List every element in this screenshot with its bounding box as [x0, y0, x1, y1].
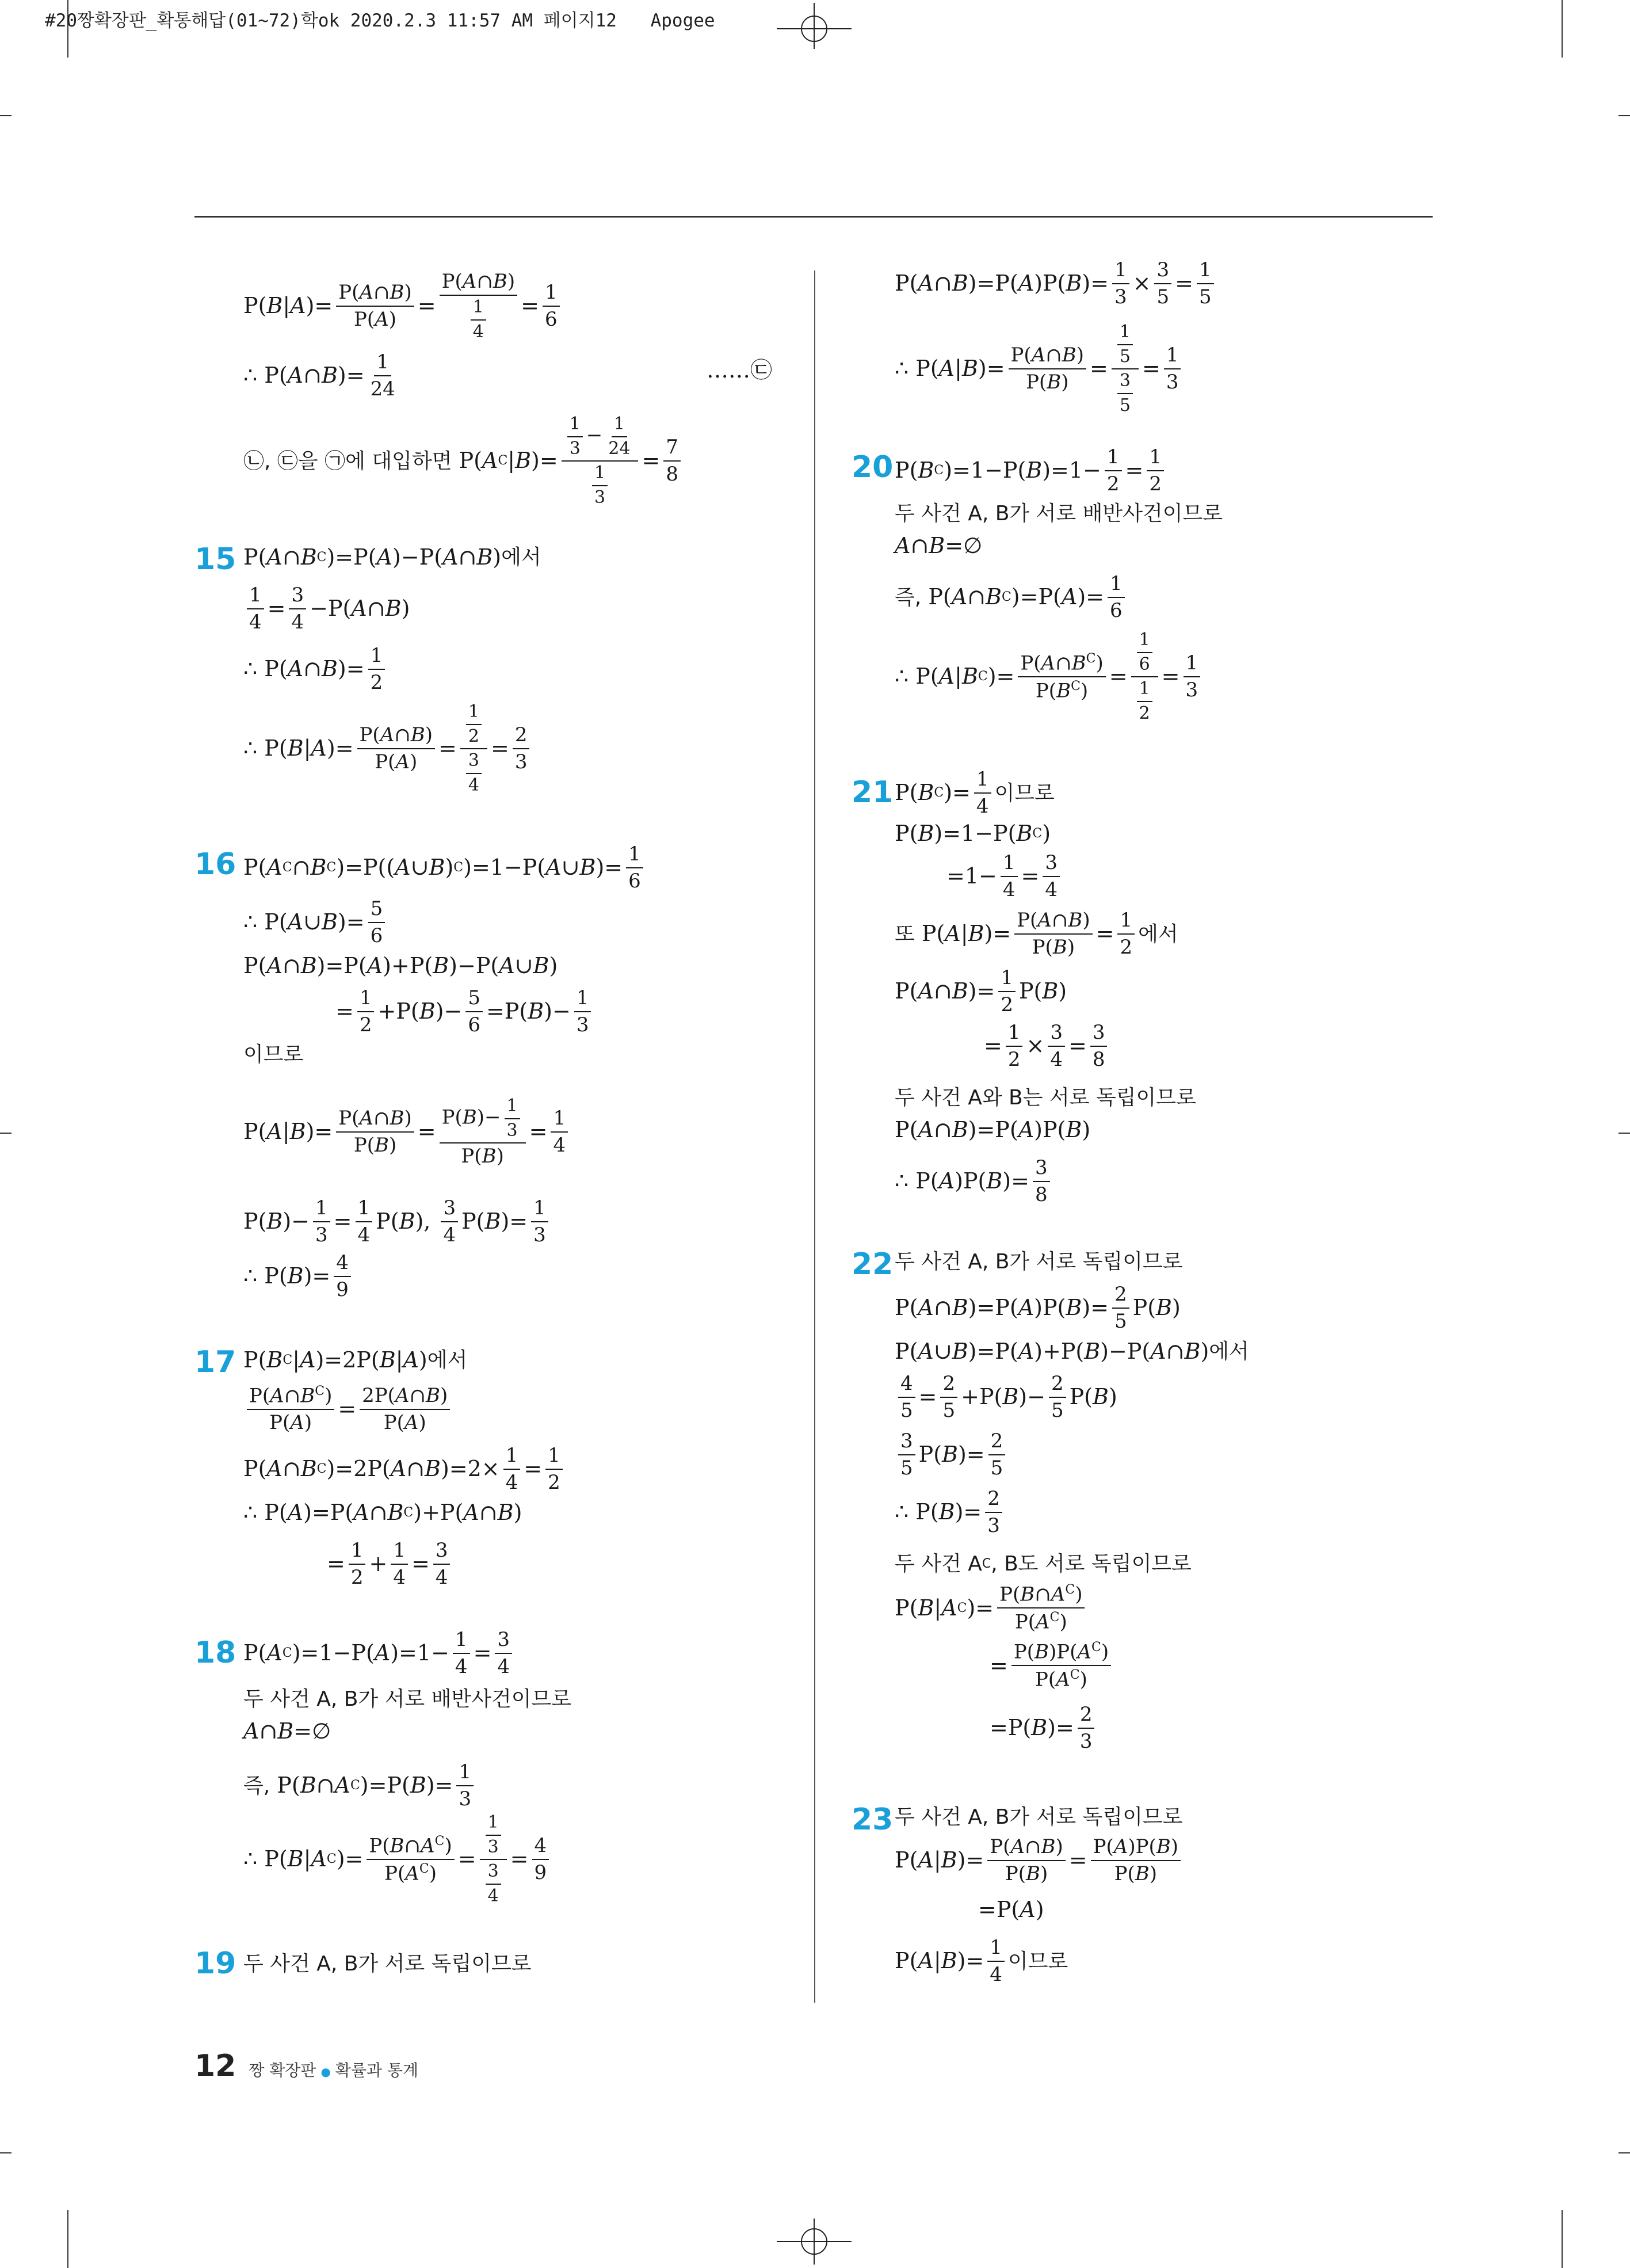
eq-17c: P( A ∩ B C )=2P( A ∩ B )=2× $\frac{1}{4}$ = $\frac{1}{2}$: [243, 1444, 566, 1494]
jeuk: 즉,: [243, 1774, 270, 1798]
crop-mark-left-mid: [0, 1133, 12, 1134]
eseo: 에서: [501, 546, 541, 570]
left-column: [194, 247, 804, 2003]
independent-acb-tail: , B도 서로 독립이므로: [991, 1552, 1192, 1576]
eq-21e: P( A ∩ B )= $\frac{1}{2}$ P( B ): [895, 966, 1067, 1017]
dots: ……: [707, 357, 750, 383]
eq-14b: ∴ P( A ∩ B )= $\frac{1}{24}$: [243, 350, 395, 401]
eq-14b-ref: [707, 357, 772, 384]
subst-phrase2: 에 대입하면: [345, 449, 452, 473]
therefore-symbol: ∴: [895, 356, 909, 382]
eq-23d: P( A | B )= $\frac{1}{4}$ 이므로: [895, 1936, 1068, 1987]
eq-20c: A ∩ B =∅: [895, 533, 983, 558]
jeuk: 즉,: [895, 585, 922, 609]
therefore-symbol: ∴: [895, 1499, 909, 1525]
eq-17d: ∴ P( A )=P( A ∩ B C )+P( A ∩ B ): [243, 1499, 522, 1527]
therefore-symbol: ∴: [243, 1263, 258, 1289]
eq-21f: = $\frac{1}{2}$ × $\frac{3}{4}$ = $\frac{3}{8}$: [984, 1021, 1110, 1071]
problem-21-number: 21: [852, 775, 894, 810]
eq-22j: =P( B )= $\frac{2}{3}$: [990, 1703, 1098, 1753]
file-header: [45, 6, 715, 32]
ref-circle-b: ㉡: [243, 449, 265, 473]
registration-mark-bottom: [777, 2219, 852, 2265]
independent-text-2: 두 사건 A와 B는 서로 독립이므로: [895, 1086, 1196, 1110]
eq-18d: 즉, P( B ∩ A C )=P( B )= $\frac{1}{3}$: [243, 1761, 477, 1810]
therefore-symbol: ∴: [243, 363, 258, 388]
eq-21i: ∴ P( A )P( B )= $\frac{3}{8}$: [895, 1157, 1053, 1206]
eq-14a: P( B | A )= $\frac{P(A\cap B)}{P(A)}$ = $\frac{P(A\cap B)}{\frac{1}{4}}$ = $\frac{1}{6}$: [243, 270, 563, 342]
tto: 또: [895, 922, 915, 946]
eq-18b: [243, 1686, 571, 1712]
eseo: 에서: [1209, 1340, 1249, 1364]
footer-bullet: ●: [320, 2065, 331, 2079]
eq-21c: =1− $\frac{1}{4}$ = $\frac{3}{4}$: [946, 852, 1063, 901]
problem-15-number: 15: [194, 542, 236, 577]
therefore-symbol: ∴: [243, 656, 258, 682]
exclusive-text: 두 사건 A, B가 서로 배반사건이므로: [243, 1687, 572, 1711]
page-number: 12: [194, 2049, 236, 2083]
independent-text: 두 사건 A, B가 서로 독립이므로: [243, 1952, 532, 1976]
registration-mark-top: [777, 3, 852, 49]
eq-16a: P( A C ∩ B C )=P(( A ∪ B ) C )=1−P( A ∪ B )= $\frac{1}{6}$: [243, 843, 647, 893]
eq-18e: ∴ P( B | A C )= $\frac{P(B\cap A^C)}{P(A^C)}$ = $\frac{\frac{1}{3}}{\frac{3}{4}}$ = $\frac{4}{9}$: [243, 1813, 552, 1906]
therefore-symbol: ∴: [895, 1168, 909, 1194]
eq-18c: A ∩ B =∅: [243, 1718, 331, 1744]
eq-22h: P( B | A C )= $\frac{P(B\cap A^C)}{P(A^C)}$: [895, 1583, 1088, 1634]
eq-21d: 또 P( A | B )= $\frac{P(A\cap B)}{P(B)}$ = $\frac{1}{2}$ 에서: [895, 909, 1178, 959]
eq-16d: = $\frac{1}{2}$ +P( B )− $\frac{5}{6}$ =P( B )− $\frac{1}{3}$: [335, 987, 594, 1036]
problem-18-number: 18: [194, 1636, 236, 1670]
therefore-symbol: ∴: [243, 735, 258, 761]
eseo: 에서: [1138, 922, 1178, 946]
eq-15b: $\frac{1}{4}$ = $\frac{3}{4}$ −P( A ∩ B ): [243, 584, 410, 634]
eq-20d: 즉, P( A ∩ B C )=P( A )= $\frac{1}{6}$: [895, 573, 1128, 622]
eq-23c: =P( A ): [978, 1897, 1044, 1922]
ref-circle-c: ㉢: [750, 357, 773, 383]
eq-16f: P( A | B )= $\frac{P(A\cap B)}{P(B)}$ = P(B)− $\frac{1}{3}$ P(B) = $\frac{1}{4}$: [243, 1096, 571, 1168]
independent-acb-text: 두 사건 A: [895, 1552, 982, 1576]
eseo: 에서: [427, 1348, 468, 1373]
eq-22g: 두 사건 A C , B도 서로 독립이므로: [895, 1552, 1192, 1576]
eq-16e: [243, 1042, 303, 1068]
eq-22f: ∴ P( B )= $\frac{2}{3}$: [895, 1488, 1006, 1537]
eq-17e: = $\frac{1}{2}$ + $\frac{1}{4}$ = $\frac{3}{4}$: [327, 1539, 453, 1589]
therefore-symbol: ∴: [895, 664, 909, 689]
imeuro: 이므로: [243, 1043, 304, 1066]
column-divider: [814, 270, 815, 2003]
eq-22b: P( A ∩ B )=P( A )P( B )= $\frac{2}{5}$ P( B ): [895, 1283, 1181, 1333]
independent-text: 두 사건 A, B가 서로 독립이므로: [895, 1250, 1183, 1274]
eq-22a: [895, 1249, 1183, 1275]
eq-19a: [243, 1951, 532, 1977]
app-name: Apogee: [650, 10, 715, 31]
exclusive-text: 두 사건 A, B가 서로 배반사건이므로: [895, 502, 1223, 525]
crop-mark-left-top: [0, 115, 12, 116]
eq-21b: P( B )=1−P( B C ): [895, 821, 1051, 846]
problem-20-number: 20: [852, 450, 894, 485]
crop-mark-br-v: [1562, 2210, 1563, 2268]
eq-22d: $\frac{4}{5}$ = $\frac{2}{5}$ +P( B )− $\frac{2}{5}$ P( B ): [895, 1373, 1117, 1422]
ref-circle-c2: ㉢: [277, 449, 298, 473]
imeuro: 이므로: [994, 781, 1055, 805]
footer: [194, 2049, 418, 2083]
eq-17b: $\frac{P(A\cap B^C)}{P(A)}$ = $\frac{2P(A\cap B)}{P(A)}$: [243, 1384, 453, 1435]
imeuro: 이므로: [1007, 1949, 1068, 1973]
crop-mark-right-top: [1618, 115, 1630, 116]
problem-23-number: 23: [852, 1802, 894, 1837]
book-title: 짱 확장판: [249, 2061, 316, 2080]
crop-mark-right-bot: [1618, 2152, 1630, 2153]
problem-17-number: 17: [194, 1345, 236, 1379]
therefore-symbol: ∴: [243, 1500, 258, 1525]
crop-mark-tr-v: [1562, 0, 1563, 58]
crop-mark-bl-v: [67, 2210, 68, 2268]
right-column: [852, 247, 1433, 2003]
eq-16b: ∴ P( A ∪ B )= $\frac{5}{6}$: [243, 898, 388, 947]
eq-17a: P( B C | A )=2P( B | A ) 에서: [243, 1347, 468, 1373]
problem-19-number: 19: [194, 1946, 236, 1981]
eq-22c: P( A ∪ B )=P( A )+P( B )−P( A ∩ B ) 에서: [895, 1339, 1249, 1364]
eq-20e: ∴ P( A | B C )= $\frac{P(A\cap B^C)}{P(B^C)}$ = $\frac{\frac{1}{6}}{\frac{1}{2}}$ = $\frac{1}{3}$: [895, 630, 1204, 723]
subst-phrase: 을: [297, 449, 318, 473]
therefore-symbol: ∴: [243, 909, 258, 935]
eq-22i: = $\frac{P(B)P(A^C)}{P(A^C)}$: [990, 1640, 1114, 1691]
eq-22e: $\frac{3}{5}$ P( B )= $\frac{2}{5}$: [895, 1430, 1009, 1480]
eq-15a: P( A ∩ B C )=P( A )−P( A ∩ B ) 에서: [243, 544, 541, 570]
eq-20b: [895, 501, 1223, 527]
eq-15d: ∴ P( B | A )= $\frac{P(A\cap B)}{P(A)}$ = $\frac{\frac{1}{2}}{\frac{3}{4}}$ = $\frac{2}{3}$: [243, 702, 533, 795]
top-rule: [194, 216, 1433, 218]
eq-14c: ㉡, ㉢을 ㉠에 대입하면 P( A C | B )= $\frac{1}{3}$ − $\frac{1}{24}$ $\frac{1}{3}$ = $\frac{7}{8}$: [243, 414, 684, 508]
crop-mark-left-bot: [0, 2152, 12, 2153]
eq-19b: P( A ∩ B )=P( A )P( B )= $\frac{1}{3}$ × $\frac{3}{5}$ = $\frac{1}{5}$: [895, 259, 1217, 308]
eq-20a: P( B C )=1−P( B )=1− $\frac{1}{2}$ = $\frac{1}{2}$: [895, 446, 1167, 495]
ref-circle-a: ㉠: [325, 449, 346, 473]
file-label: #20짱확장판_확통해답(01~72)학ok 2020.2.3 11:57 AM 페이지12: [45, 10, 617, 31]
therefore-symbol: ∴: [243, 1846, 258, 1872]
eq-23a: [895, 1804, 1183, 1830]
eq-16g: P( B )− $\frac{1}{3}$ = $\frac{1}{4}$ P( B ), $\frac{3}{4}$ P( B )= $\frac{1}{3}$: [243, 1197, 552, 1247]
eq-21h: P( A ∩ B )=P( A )P( B ): [895, 1117, 1091, 1142]
eq-15c: ∴ P( A ∩ B )= $\frac{1}{2}$: [243, 645, 388, 694]
crop-mark-right-mid: [1618, 1133, 1630, 1134]
independent-text: 두 사건 A, B가 서로 독립이므로: [895, 1805, 1183, 1829]
subject-name: 확률과 통계: [335, 2061, 419, 2080]
problem-22-number: 22: [852, 1247, 894, 1282]
eq-18a: P( A C )=1−P( A )=1− $\frac{1}{4}$ = $\frac{3}{4}$: [243, 1629, 516, 1678]
eq-23b: P( A | B )= $\frac{P(A\cap B)}{P(B)}$ = $\frac{P(A)P(B)}{P(B)}$: [895, 1836, 1184, 1885]
eq-16h: ∴ P( B )= $\frac{4}{9}$: [243, 1252, 354, 1301]
problem-16-number: 16: [194, 847, 236, 882]
eq-21g: [895, 1085, 1196, 1111]
eq-21a: P( B C )= $\frac{1}{4}$ 이므로: [895, 768, 1055, 818]
eq-19c: ∴ P( A | B )= $\frac{P(A\cap B)}{P(B)}$ = $\frac{\frac{1}{5}}{\frac{3}{5}}$ = $\frac{1}{3}$: [895, 322, 1184, 416]
eq-16c: P( A ∩ B )=P( A )+P( B )−P( A ∪ B ): [243, 953, 558, 978]
